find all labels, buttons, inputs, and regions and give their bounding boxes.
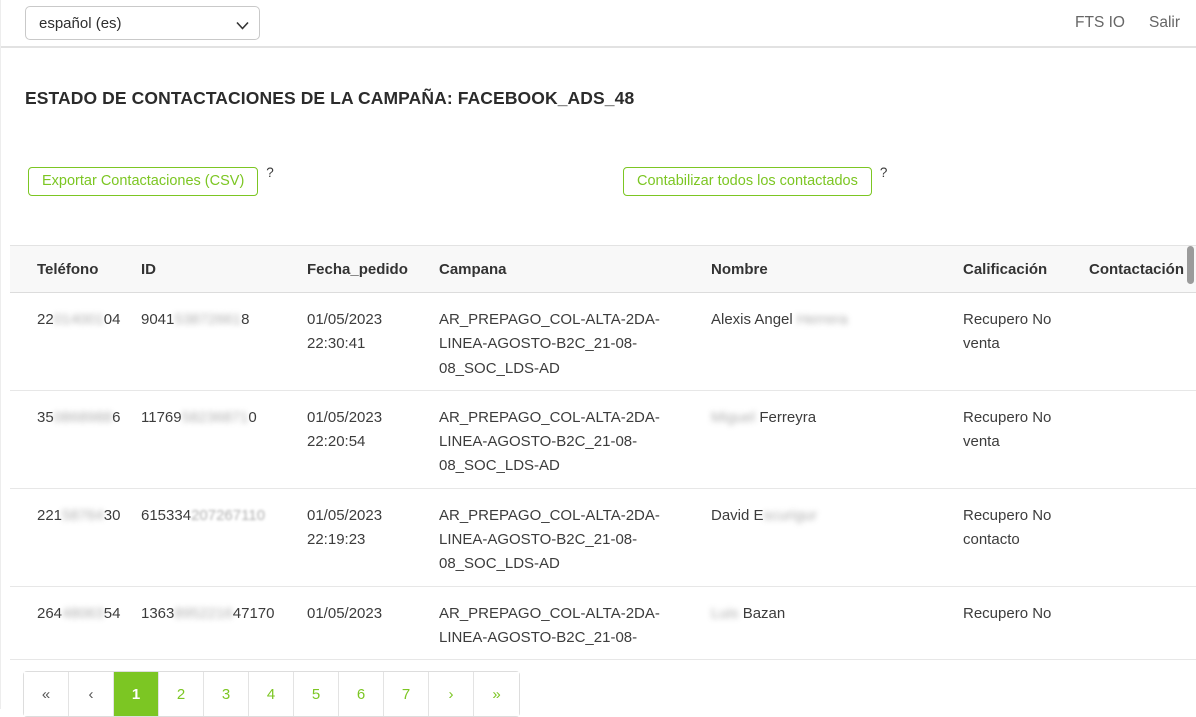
cell-date: 01/05/2023 22:30:41 (307, 293, 439, 391)
pagination-page-2[interactable]: 2 (159, 672, 204, 716)
col-header-id: ID (141, 246, 307, 293)
cell-campaign: AR_PREPAGO_COL-ALTA-2DA- LINEA-AGOSTO-B2C_21-08- 08_SOC_LDS-AD (439, 390, 711, 488)
contacts-table (10, 245, 1196, 660)
fts-io-link[interactable]: FTS IO (1075, 14, 1125, 31)
cell-contact (1089, 586, 1196, 660)
col-header-calificacion: Calificación (963, 246, 1089, 293)
cell-date: 01/05/2023 22:19:23 (307, 488, 439, 586)
cell-phone: 2644806354 (10, 586, 141, 660)
col-header-telefono: Teléfono (10, 246, 141, 293)
pagination-next[interactable]: › (429, 672, 474, 716)
export-csv-button[interactable]: Exportar Contactaciones (CSV) (28, 167, 258, 196)
cell-contact (1089, 488, 1196, 586)
top-links (1075, 14, 1180, 32)
cell-name: Alexis Angel Herrera (711, 293, 963, 391)
pagination-page-6[interactable]: 6 (339, 672, 384, 716)
pagination-page-7[interactable]: 7 (384, 672, 429, 716)
count-help-icon[interactable]: ? (879, 165, 888, 180)
actions-row (1, 167, 1196, 199)
cell-campaign: AR_PREPAGO_COL-ALTA-2DA- LINEA-AGOSTO-B2C_21-08- 08_SOC_LDS-AD (439, 488, 711, 586)
pagination-page-1[interactable]: 1 (114, 672, 159, 716)
col-header-nombre: Nombre (711, 246, 963, 293)
contacts-table-zone (10, 245, 1196, 646)
cell-campaign: AR_PREPAGO_COL-ALTA-2DA- LINEA-AGOSTO-B2C_21-08- (439, 586, 711, 660)
page-title: ESTADO DE CONTACTACIONES DE LA CAMPAÑA: FACEBOOK_ADS_48 (25, 88, 635, 108)
pagination-page-3[interactable]: 3 (204, 672, 249, 716)
top-bar (1, 0, 1196, 48)
cell-contact (1089, 293, 1196, 391)
count-group (623, 167, 887, 196)
col-header-campana: Campana (439, 246, 711, 293)
pagination-page-4[interactable]: 4 (249, 672, 294, 716)
cell-rating: Recupero No (963, 586, 1089, 660)
table-row (10, 293, 1196, 391)
cell-name: Miguel Ferreyra (711, 390, 963, 488)
cell-phone: 2201400104 (10, 293, 141, 391)
cell-id: 615334207267110 (141, 488, 307, 586)
table-row (10, 488, 1196, 586)
pagination-prev[interactable]: ‹ (69, 672, 114, 716)
count-contacted-button[interactable]: Contabilizar todos los contactados (623, 167, 872, 196)
table-row (10, 586, 1196, 660)
pagination (23, 671, 520, 717)
table-scrollbar-thumb[interactable] (1187, 246, 1194, 284)
cell-rating: Recupero No venta (963, 390, 1089, 488)
table-header-row (10, 246, 1196, 293)
cell-date: 01/05/2023 (307, 586, 439, 660)
language-select-wrap (25, 6, 260, 40)
logout-link[interactable]: Salir (1148, 14, 1180, 31)
language-select[interactable] (25, 6, 260, 40)
table-row (10, 390, 1196, 488)
export-help-icon[interactable]: ? (266, 165, 274, 180)
export-group (28, 167, 274, 196)
pagination-page-5[interactable]: 5 (294, 672, 339, 716)
cell-id: 9041538726618 (141, 293, 307, 391)
cell-name: David Escurigur (711, 488, 963, 586)
cell-name: Luis Bazan (711, 586, 963, 660)
cell-id: 11769582368710 (141, 390, 307, 488)
cell-rating: Recupero No contacto (963, 488, 1089, 586)
cell-campaign: AR_PREPAGO_COL-ALTA-2DA- LINEA-AGOSTO-B2C_21-08- 08_SOC_LDS-AD (439, 293, 711, 391)
pagination-last[interactable]: » (474, 672, 519, 716)
cell-date: 01/05/2023 22:20:54 (307, 390, 439, 488)
cell-rating: Recupero No venta (963, 293, 1089, 391)
cell-phone: 2215876430 (10, 488, 141, 586)
col-header-fecha-pedido: Fecha_pedido (307, 246, 439, 293)
cell-id: 1363895221647170 (141, 586, 307, 660)
cell-contact (1089, 390, 1196, 488)
col-header-contactacion: Contactación (1089, 246, 1196, 293)
pagination-first[interactable]: « (24, 672, 69, 716)
cell-phone: 3508689886 (10, 390, 141, 488)
